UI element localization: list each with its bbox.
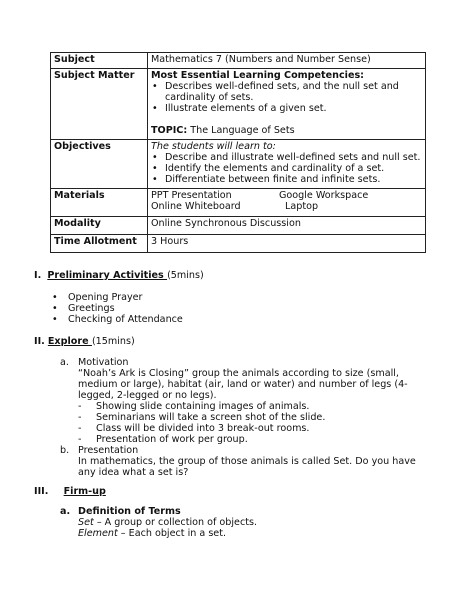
presentation-text: In mathematics, the group of those animals is called Set. Do you have any idea what a set is? <box>78 456 416 478</box>
lesson-info-table <box>50 52 426 253</box>
section-duration: (5mins) <box>167 270 204 281</box>
term-line <box>78 517 432 528</box>
modality-label: Modality <box>51 217 148 235</box>
definition-title: Definition of Terms <box>78 506 181 517</box>
material-item: PPT Presentation <box>151 190 232 201</box>
time-allotment-value: 3 Hours <box>148 235 426 253</box>
objective-item: • Describe and illustrate well-defined sets and null set. <box>151 152 422 163</box>
table-row-modality <box>51 217 426 235</box>
motivation-text: “Noah’s Ark is Closing” group the animals according to size (small, medium or large), habitat (air, land or water) and number of legs (4-legged, 2-legged or no legs). <box>78 368 408 401</box>
dash-item: - Showing slide containing images of animals. <box>78 401 432 412</box>
topic-value: The Language of Sets <box>190 125 295 136</box>
objective-item: • Differentiate between finite and infinite sets. <box>151 174 422 185</box>
material-item: Online Whiteboard <box>151 201 241 212</box>
list-item: • Checking of Attendance <box>52 314 183 325</box>
table-row-time-allotment <box>51 235 426 253</box>
subject-matter-label: Subject Matter <box>51 69 148 140</box>
section-number: II. <box>34 336 45 347</box>
section-title: Firm-up <box>63 486 106 497</box>
materials-cell <box>148 189 426 217</box>
dash-item: - Seminarians will take a screen shot of the slide. <box>78 412 432 423</box>
motivation-title: Motivation <box>78 357 129 368</box>
list-item: • Greetings <box>52 303 183 314</box>
competency-item: • Describes well-defined sets, and the null set and cardinality of sets. <box>151 81 422 103</box>
table-row-subject-matter <box>51 69 426 140</box>
dash-item: - Class will be divided into 3 break-out rooms. <box>78 423 432 434</box>
section-title: Explore <box>47 336 92 347</box>
explore-content <box>60 357 432 478</box>
competencies-heading: Most Essential Learning Competencies: <box>151 70 364 81</box>
material-item: Laptop <box>285 201 319 212</box>
table-row-objectives <box>51 140 426 189</box>
list-item: • Opening Prayer <box>52 292 183 303</box>
section-explore-heading <box>34 336 135 347</box>
section-number: I. <box>34 270 42 281</box>
objectives-cell <box>148 140 426 189</box>
definition-item <box>60 506 432 539</box>
section-number: III. <box>34 486 49 497</box>
objectives-label: Objectives <box>51 140 148 189</box>
item-marker: a. <box>60 506 71 517</box>
competency-item: • Illustrate elements of a given set. <box>151 103 422 114</box>
competencies-list <box>151 81 422 114</box>
motivation-item <box>60 357 432 445</box>
objectives-list <box>151 152 422 185</box>
item-marker: b. <box>60 445 70 456</box>
table-row-subject <box>51 53 426 69</box>
item-marker: a. <box>60 357 69 368</box>
term-definition: – Each object in a set. <box>117 528 227 539</box>
topic-line <box>151 125 422 136</box>
preliminary-list <box>52 292 183 325</box>
term-line <box>78 528 432 539</box>
topic-label: TOPIC: <box>151 125 188 136</box>
firmup-content <box>60 506 432 539</box>
modality-value: Online Synchronous Discussion <box>148 217 426 235</box>
subject-value: Mathematics 7 (Numbers and Number Sense) <box>148 53 426 69</box>
material-item: Google Workspace <box>279 190 369 201</box>
section-firmup-heading <box>34 486 106 497</box>
term-definition: – A group or collection of objects. <box>93 517 258 528</box>
dash-item: - Presentation of work per group. <box>78 434 432 445</box>
section-title: Preliminary Activities <box>47 270 168 281</box>
presentation-item <box>60 445 432 478</box>
materials-label: Materials <box>51 189 148 217</box>
subject-label: Subject <box>51 53 148 69</box>
term: Element <box>78 528 118 539</box>
table-row-materials <box>51 189 426 217</box>
objective-item: • Identify the elements and cardinality of a set. <box>151 163 422 174</box>
section-preliminary-heading <box>34 270 204 281</box>
subject-matter-cell <box>148 69 426 140</box>
presentation-title: Presentation <box>78 445 139 456</box>
term: Set <box>78 517 94 528</box>
time-allotment-label: Time Allotment <box>51 235 148 253</box>
objectives-intro: The students will learn to: <box>151 141 276 152</box>
section-duration: (15mins) <box>91 336 135 347</box>
